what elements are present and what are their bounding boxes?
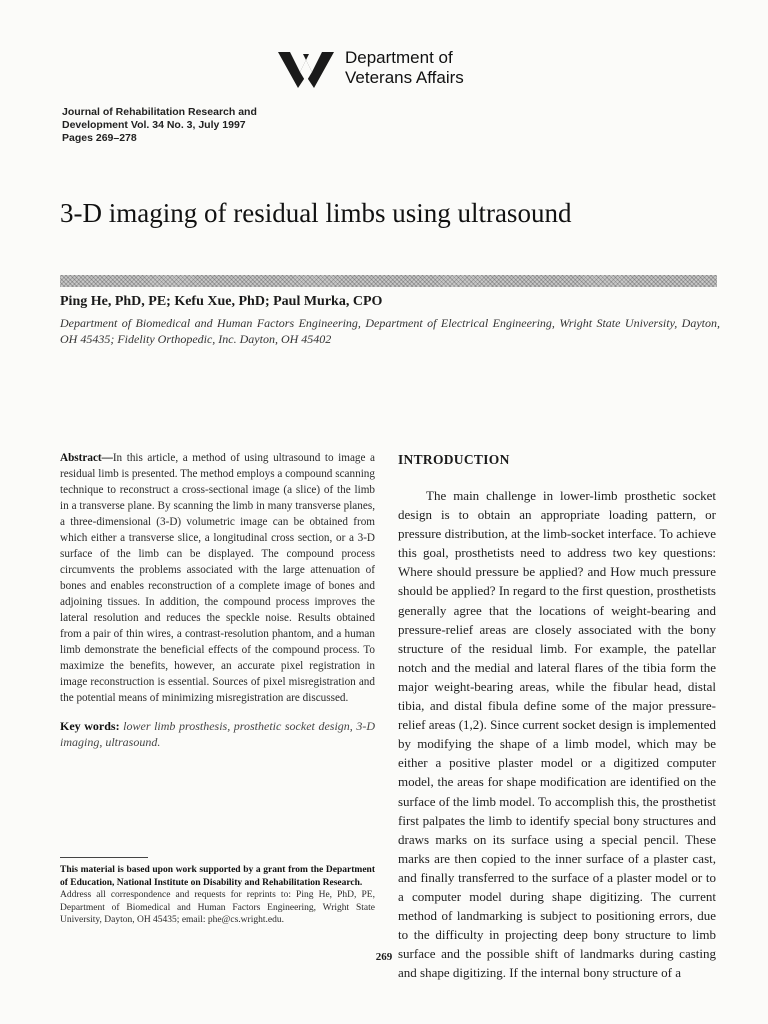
va-logo-icon	[276, 46, 336, 90]
author-affiliations: Department of Biomedical and Human Factors Engineering, Department of Electrical Engineering, Wright State University, Dayton, OH 45435; Fidelity Orthopedic, Inc. Dayton, OH 45402	[60, 316, 720, 346]
organization-name	[345, 48, 464, 88]
journal-line-1: Journal of Rehabilitation Research and	[62, 106, 257, 118]
journal-line-2: Development Vol. 34 No. 3, July 1997	[62, 119, 246, 131]
journal-info	[62, 106, 257, 145]
org-line-2: Veterans Affairs	[345, 68, 464, 87]
abstract-text: In this article, a method of using ultrasound to image a residual limb is presented. The method employs a compound scanning technique to reconstruct a cross-sectional image (a slice) of the limb in a transverse plane. By scanning the limb in many transverse planes, a three-dimensional (3-D) volumetric image can be obtained from which either a transverse slice, a longitudinal cross section, or a 3-D surface of the limb can be displayed. The compound process circumvents the problems associated with the large attenuation of bones and enables reconstruction of a complete image of bones and adjoining tissues. In addition, the compound process improves the lateral resolution and reduces the speckle noise. Results obtained from a pair of thin wires, a contrast-resolution phantom, and a human limb demonstrate the beneficial effects of the compound process. To maximize the benefits, however, an accurate pixel registration in image reconstruction is essential. Sources of pixel misregistration and the potential means of minimizing misregistration are discussed.	[60, 452, 375, 704]
org-line-1: Department of	[345, 48, 453, 67]
page-number: 269	[375, 951, 393, 963]
keywords-text: lower limb prosthesis, prosthetic socket design, 3-D imaging, ultrasound.	[60, 719, 376, 749]
journal-line-3: Pages 269–278	[62, 132, 137, 144]
author-list: Ping He, PhD, PE; Kefu Xue, PhD; Paul Murka, CPO	[60, 294, 383, 309]
abstract-column	[60, 450, 375, 750]
funding-note: This material is based upon work supported by a grant from the Department of Education, National Institute on Disability and Rehabilitation Research.	[60, 865, 375, 888]
footnote-rule	[60, 857, 148, 858]
keywords	[60, 718, 375, 750]
title-divider-bar	[60, 275, 717, 287]
keywords-label: Key words:	[60, 719, 120, 733]
footnote	[60, 864, 375, 927]
correspondence-address: Address all correspondence and requests for reprints to: Ping He, PhD, PE, Department of Biomedical and Human Factors Engineering, Wright State University, Dayton, OH 45435; email: phe@cs.wright.edu.	[60, 890, 375, 925]
abstract	[60, 450, 375, 706]
paper-title: 3-D imaging of residual limbs using ultrasound	[60, 198, 572, 228]
introduction-heading: INTRODUCTION	[398, 452, 510, 467]
introduction-body: The main challenge in lower-limb prosthetic socket design is to obtain an appropriate loading pattern, or pressure distribution, at the limb-socket interface. To achieve this goal, prosthetists need to address two key questions: Where should pressure be applied? and How much pressure should be applied? In regard to the first question, prosthetists generally agree that the locations of weight-bearing and pressure-relief areas are closely associated with the bony structure of the residual limb. For example, the patellar notch and the medial and lateral flares of the tibia form the major weight-bearing areas, while the fibular head, distal tibia, and distal fibula define some of the major pressure-relief areas (1,2). Since current socket design is implemented by modifying the shape of a limb model, which may be either a positive plaster model or a digitized computer model, the areas for shape modification are identified on the surface of the limb model. To accomplish this, the prosthetist first palpates the limb to identify special bony structures and draws marks on its surface using a special pencil. These marks are then copied to the inner surface of a plaster cast, and finally transferred to the surface of a plaster model or to a computer model during shape digitizing. The current method of landmarking is subject to positioning errors, due to the difficulty in projecting deep bony structure to limb surface and the possible shift of landmarks during casting and shape digitizing. If the internal bony structure of a	[398, 488, 716, 981]
abstract-label: Abstract—	[60, 452, 113, 464]
